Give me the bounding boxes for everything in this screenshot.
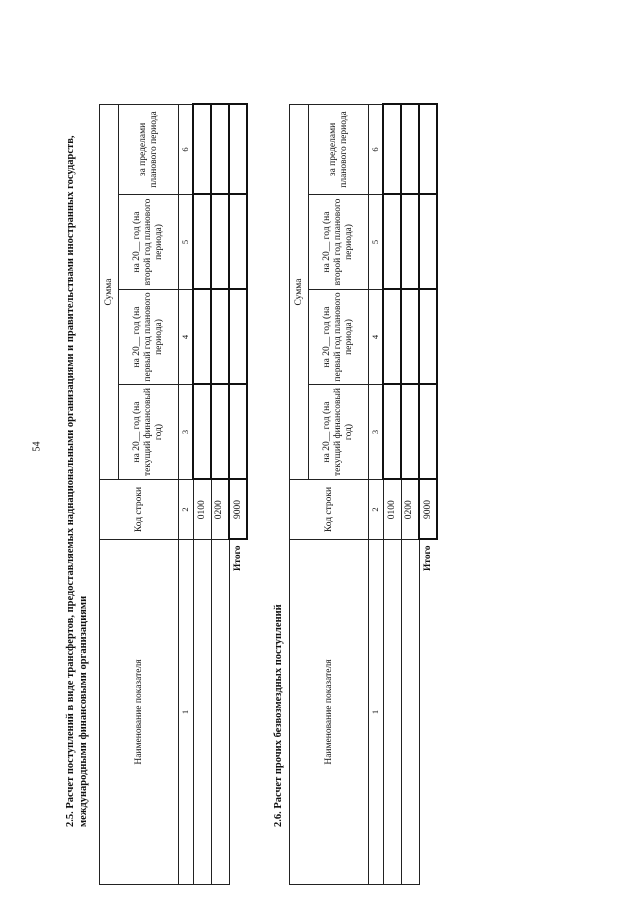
total-code: 9000 — [419, 480, 437, 540]
name-cell[interactable] — [211, 540, 229, 885]
header-sum: Сумма — [290, 104, 309, 479]
value-cell[interactable] — [383, 195, 401, 290]
value-cell[interactable] — [383, 385, 401, 480]
total-code: 9000 — [229, 480, 247, 540]
value-cell[interactable] — [401, 104, 419, 194]
table-row — [211, 104, 229, 884]
rotated-page-content — [0, 5, 640, 885]
header-col6: за пределами планового периода — [119, 104, 179, 194]
col-num-5: 5 — [179, 195, 194, 290]
section-2-5-title-line2: международными финансовыми организациями — [78, 595, 89, 827]
header-code: Код строки — [100, 480, 179, 540]
value-cell[interactable] — [383, 104, 401, 194]
table-row — [193, 104, 211, 884]
col-num-5: 5 — [369, 195, 384, 290]
table-2-5 — [99, 103, 248, 885]
value-cell[interactable] — [211, 290, 229, 385]
table-row — [401, 104, 419, 884]
value-cell[interactable] — [193, 290, 211, 385]
col-num-6: 6 — [179, 104, 194, 194]
total-label: Итого — [232, 545, 243, 572]
value-cell[interactable] — [193, 195, 211, 290]
col-num-1: 1 — [179, 540, 194, 885]
header-row-1 — [290, 104, 309, 884]
col-num-2: 2 — [369, 480, 384, 540]
header-col4: на 20__ год (на первый год планового периода) — [309, 290, 369, 385]
header-row-1 — [100, 104, 119, 884]
value-cell[interactable] — [211, 195, 229, 290]
header-name: Наименование показателя — [290, 540, 369, 885]
total-label: Итого — [422, 545, 433, 572]
value-cell[interactable] — [383, 290, 401, 385]
header-col4: на 20__ год (на первый год планового периода) — [119, 290, 179, 385]
total-value-cell[interactable] — [419, 290, 437, 385]
section-2-5-title-line1: 2.5. Расчет поступлений в виде трансфертов, предоставляемых наднациональными организациями и правительствами иностранных государств, — [65, 135, 76, 827]
header-code: Код строки — [290, 480, 369, 540]
total-value-cell[interactable] — [419, 104, 437, 194]
header-name: Наименование показателя — [100, 540, 179, 885]
total-value-cell[interactable] — [229, 195, 247, 290]
col-num-3: 3 — [179, 385, 194, 480]
col-num-2: 2 — [179, 480, 194, 540]
col-num-4: 4 — [179, 290, 194, 385]
value-cell[interactable] — [401, 195, 419, 290]
header-col6: за пределами планового периода — [309, 104, 369, 194]
total-value-cell[interactable] — [419, 385, 437, 480]
name-cell[interactable] — [383, 540, 401, 885]
section-2-6-title: 2.6. Расчет прочих безвозмездных поступлений — [273, 604, 284, 827]
code-cell: 0100 — [383, 480, 401, 540]
code-cell: 0200 — [211, 480, 229, 540]
total-value-cell[interactable] — [419, 195, 437, 290]
value-cell[interactable] — [401, 290, 419, 385]
code-cell: 0100 — [193, 480, 211, 540]
header-sum: Сумма — [100, 104, 119, 479]
total-row — [419, 104, 437, 884]
header-col3: на 20__ год (на текущий финансовый год) — [119, 385, 179, 480]
name-cell[interactable] — [401, 540, 419, 885]
total-row — [229, 104, 247, 884]
header-col5: на 20__ год (на второй год планового периода) — [309, 195, 369, 290]
code-cell: 0200 — [401, 480, 419, 540]
column-number-row — [369, 104, 384, 884]
value-cell[interactable] — [211, 104, 229, 194]
col-num-3: 3 — [369, 385, 384, 480]
header-col3: на 20__ год (на текущий финансовый год) — [309, 385, 369, 480]
header-col5: на 20__ год (на второй год планового периода) — [119, 195, 179, 290]
section-2-5-title — [64, 7, 90, 827]
value-cell[interactable] — [401, 385, 419, 480]
column-number-row — [179, 104, 194, 884]
page-number: 54 — [31, 441, 43, 452]
total-value-cell[interactable] — [229, 385, 247, 480]
value-cell[interactable] — [193, 385, 211, 480]
value-cell[interactable] — [211, 385, 229, 480]
value-cell[interactable] — [193, 104, 211, 194]
col-num-4: 4 — [369, 290, 384, 385]
col-num-1: 1 — [369, 540, 384, 885]
total-value-cell[interactable] — [229, 104, 247, 194]
table-2-6 — [289, 103, 438, 885]
table-row — [383, 104, 401, 884]
col-num-6: 6 — [369, 104, 384, 194]
total-value-cell[interactable] — [229, 290, 247, 385]
name-cell[interactable] — [193, 540, 211, 885]
